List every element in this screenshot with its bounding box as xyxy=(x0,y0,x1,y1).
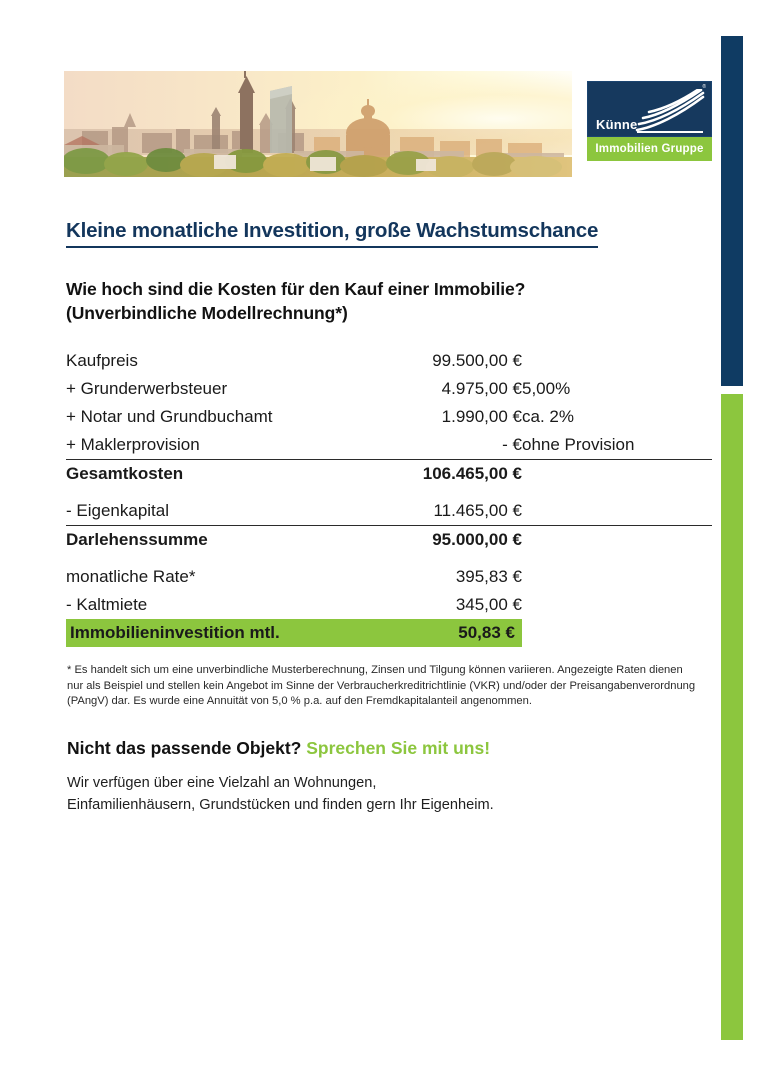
row-note: 5,00% xyxy=(522,379,571,398)
table-spacer xyxy=(66,488,712,497)
row-note: ca. 2% xyxy=(522,407,574,426)
row-value: 95.000,00 € xyxy=(380,526,522,555)
row-value: 11.465,00 € xyxy=(433,501,522,520)
row-note: ohne Provision xyxy=(522,435,635,454)
row-label: Kaufpreis xyxy=(66,351,138,370)
row-value: 395,83 € xyxy=(455,567,522,586)
registered-trademark-icon: ® xyxy=(702,84,706,90)
building-icon xyxy=(633,89,705,133)
row-label: + Maklerprovision xyxy=(66,435,200,454)
row-label: Darlehenssumme xyxy=(66,526,380,555)
edge-accent-bar-green xyxy=(721,394,743,1040)
table-row xyxy=(66,431,712,460)
header-band xyxy=(64,71,712,177)
company-logo xyxy=(587,81,712,163)
city-skyline-photo xyxy=(64,71,572,177)
closing-paragraph xyxy=(67,772,714,816)
row-label: + Notar und Grundbuchamt xyxy=(66,407,273,426)
row-label: Immobilieninvestition mtl. xyxy=(66,619,380,647)
table-row-highlighted-result xyxy=(66,619,712,647)
edge-accent-bar-navy xyxy=(721,36,743,386)
cost-breakdown-table xyxy=(66,347,712,647)
logo-tagline-bar xyxy=(587,137,712,161)
row-note xyxy=(522,526,712,555)
row-value: 106.465,00 € xyxy=(380,460,522,489)
row-note xyxy=(522,591,712,619)
table-row xyxy=(66,347,712,375)
logo-emblem xyxy=(587,81,712,137)
closing-line-1: Wir verfügen über eine Vielzahl an Wohnungen, xyxy=(67,774,377,791)
row-label: monatliche Rate* xyxy=(66,567,196,586)
row-value: 99.500,00 € xyxy=(432,351,522,370)
row-note xyxy=(522,347,712,375)
table-row-loan-total xyxy=(66,526,712,555)
subtitle-line-1: Wie hoch sind die Kosten für den Kauf einer Immobilie? xyxy=(66,279,526,299)
page-title: Kleine monatliche Investition, große Wachstumschance xyxy=(66,218,598,248)
logo-company-name: Künne xyxy=(596,117,638,132)
table-row xyxy=(66,403,712,431)
table-row xyxy=(66,591,712,619)
footnote-disclaimer: * Es handelt sich um eine unverbindliche Musterberechnung, Zinsen und Tilgung können variieren. Angezeigte Raten dienen nur als Beispiel und stellen kein Angebot im Sinne der Verbraucherkreditrichtlinie (VKR) und/oder der Preisangabenverordnung (PAngV) dar. Es wurde eine Annuität von 5,0 % p.a. auf den Fremdkapitalanteil angenommen. xyxy=(67,664,696,707)
subtitle-line-2: (Unverbindliche Modellrechnung*) xyxy=(66,303,348,323)
table-row xyxy=(66,563,712,591)
row-note xyxy=(522,460,712,489)
row-value: 50,83 € xyxy=(380,619,522,647)
table-row-total xyxy=(66,460,712,489)
row-label: - Eigenkapital xyxy=(66,501,170,520)
cta-highlight: Sprechen Sie mit uns! xyxy=(306,737,491,758)
row-label: + Grunderwerbsteuer xyxy=(66,379,228,398)
row-value: - € xyxy=(502,435,522,454)
row-value: 345,00 € xyxy=(455,595,522,614)
row-note xyxy=(522,619,712,647)
closing-line-2: Einfamilienhäusern, Grundstücken und finden gern Ihr Eigenheim. xyxy=(67,796,494,813)
row-label: Gesamtkosten xyxy=(66,460,380,489)
table-row xyxy=(66,375,712,403)
table-spacer xyxy=(66,554,712,563)
logo-tagline: Immobilien Gruppe xyxy=(595,143,704,155)
row-value: 4.975,00 € xyxy=(441,379,522,398)
row-label: - Kaltmiete xyxy=(66,595,148,614)
section-subtitle xyxy=(66,277,714,325)
row-note xyxy=(522,497,712,526)
cta-question: Nicht das passende Objekt? xyxy=(67,737,302,758)
table-row xyxy=(66,497,712,526)
document-body xyxy=(66,218,714,816)
row-value: 1.990,00 € xyxy=(441,407,522,426)
row-note xyxy=(522,563,712,591)
call-to-action-heading xyxy=(67,736,714,760)
